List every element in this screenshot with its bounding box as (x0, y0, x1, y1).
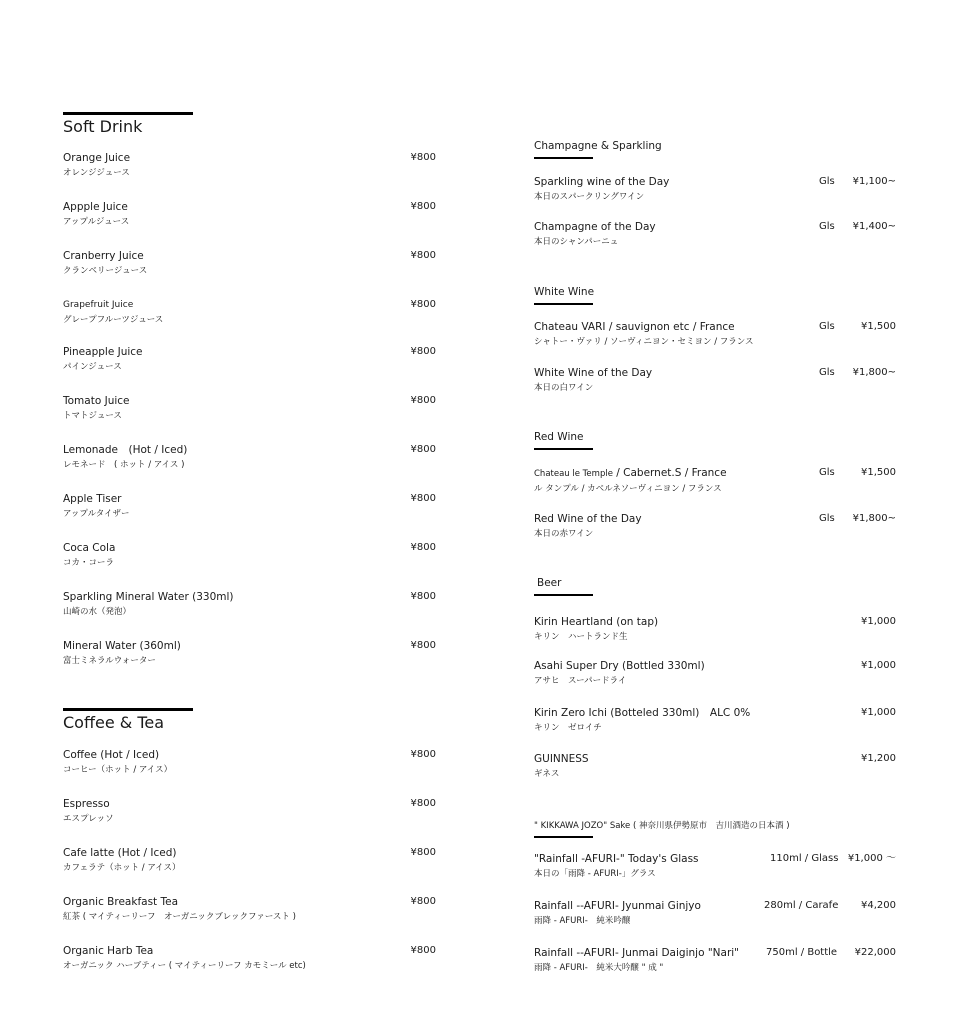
item-serving: 750ml / Bottle (766, 947, 838, 958)
item-name: Cafe latte (Hot / Iced) (63, 847, 177, 859)
item-price: ¥1,000 (861, 616, 896, 627)
item-price: ¥800 (410, 749, 436, 760)
menu-item (63, 200, 436, 229)
item-price: ¥1,500 (861, 467, 896, 478)
item-name: Cranberry Juice (63, 250, 144, 262)
item-name: Espresso (63, 798, 110, 810)
item-price: ¥1,000 (861, 707, 896, 718)
item-name-jp: アップルジュース (63, 217, 130, 227)
item-name: Champagne of the Day (534, 221, 656, 233)
menu-item (63, 492, 436, 521)
item-name: Kirin Heartland (on tap) (534, 616, 659, 628)
item-name: Organic Breakfast Tea (63, 896, 179, 908)
category-rule (534, 594, 593, 596)
item-price: ¥800 (410, 201, 436, 212)
category-title-white-wine: White Wine (534, 286, 595, 298)
menu-item (63, 151, 436, 180)
item-serving: Gls (819, 367, 835, 378)
item-price: ¥1,000 (861, 660, 896, 671)
item-name: Pineapple Juice (63, 346, 143, 358)
item-price: ¥800 (410, 444, 436, 455)
item-name-jp: クランベリージュース (63, 266, 148, 276)
item-name-jp: 富士ミネラルウォーター (63, 656, 156, 666)
item-name-jp: パインジュース (63, 362, 122, 372)
item-name-jp: エスプレッソ (63, 814, 114, 824)
category-rule (534, 157, 593, 159)
item-name: Grapefruit Juice (63, 300, 134, 310)
menu-item (534, 659, 896, 688)
menu-item (63, 748, 436, 777)
item-name: Rainfall --AFURI- Junmai Daiginjo "Nari" (534, 947, 740, 959)
item-name: Red Wine of the Day (534, 513, 642, 525)
menu-item (63, 394, 436, 423)
category-title-beer: Beer (537, 577, 562, 589)
category-title-red-wine: Red Wine (534, 431, 584, 443)
item-name: Rainfall --AFURI- Jyunmai Ginjyo (534, 900, 701, 912)
item-name: Mineral Water (360ml) (63, 640, 181, 652)
item-price: ¥800 (410, 493, 436, 504)
menu-item (63, 345, 436, 374)
item-name: Apple Tiser (63, 493, 122, 505)
menu-item (534, 466, 896, 496)
item-name-jp: シャトー・ヴァリ / ソーヴィニヨン・セミヨン / フランス (534, 337, 754, 347)
item-name-jp: ギネス (534, 769, 560, 779)
menu-item (63, 298, 436, 327)
item-serving: Gls (819, 467, 835, 478)
item-serving: Gls (819, 176, 835, 187)
item-name-jp: 本日の赤ワイン (534, 529, 594, 539)
item-price: ¥1,400~ (852, 221, 896, 232)
menu-item (534, 899, 896, 928)
item-name: Chateau VARI / sauvignon etc / France (534, 321, 735, 333)
item-price: ¥800 (410, 395, 436, 406)
item-name: Orange Juice (63, 152, 131, 164)
menu-item (63, 895, 436, 924)
item-name-jp: 本日の「雨降 - AFURI-」グラス (534, 869, 656, 879)
item-name-jp: ル タンプル / カベルネソーヴィニヨン / フランス (534, 484, 722, 494)
menu-item (534, 852, 896, 881)
category-rule (534, 836, 593, 838)
item-name: Appple Juice (63, 201, 128, 213)
item-name-jp: カフェラテ（ホット / アイス） (63, 863, 181, 873)
category-title-champagne: Champagne & Sparkling (534, 140, 662, 152)
item-name: Sparkling Mineral Water (330ml) (63, 591, 234, 603)
item-price: ¥800 (410, 945, 436, 956)
item-serving: 110ml / Glass (770, 853, 839, 864)
item-price: ¥800 (410, 591, 436, 602)
item-name-jp: 山崎の水（発泡） (63, 607, 132, 617)
menu-item (534, 752, 896, 781)
item-name-jp: オレンジジュース (63, 168, 130, 178)
menu-item (63, 590, 436, 619)
item-name-rest: / Cabernet.S / France (612, 467, 727, 479)
menu-item (534, 220, 896, 249)
item-price: ¥1,800~ (852, 367, 896, 378)
menu-item (534, 706, 896, 735)
item-serving: Gls (819, 321, 835, 332)
category-title-sake: " KIKKAWA JOZO" Sake ( 神奈川県伊勢原市 吉川酒造の日本酒 ) (534, 821, 790, 831)
item-name (534, 466, 896, 481)
item-price: ¥1,000 〜 (847, 853, 896, 864)
category-rule (534, 303, 593, 305)
menu-item (63, 639, 436, 668)
item-name-jp: グレープフルーツジュース (63, 315, 164, 325)
item-name: Asahi Super Dry (Bottled 330ml) (534, 660, 705, 672)
menu-item (534, 366, 896, 395)
item-name: White Wine of the Day (534, 367, 653, 379)
item-price: ¥800 (410, 847, 436, 858)
menu-item (63, 443, 436, 472)
item-name: GUINNESS (534, 753, 589, 765)
item-name-jp: 本日のシャンパーニュ (534, 237, 619, 247)
menu-item (63, 249, 436, 278)
menu-item (534, 946, 896, 975)
item-price: ¥800 (410, 542, 436, 553)
item-name-jp: キリン ゼロイチ (534, 723, 602, 733)
item-price: ¥4,200 (861, 900, 896, 911)
item-price: ¥800 (410, 896, 436, 907)
item-name-jp: 本日の白ワイン (534, 383, 594, 393)
item-name-chateau: Chateau le Temple (534, 469, 613, 479)
section-rule (63, 708, 193, 711)
item-name-jp: 本日のスパークリングワイン (534, 192, 645, 202)
item-name-jp: オーガニック ハーブティー ( マイティーリーフ カモミール etc) (63, 961, 306, 971)
item-price: ¥800 (410, 346, 436, 357)
item-price: ¥1,100~ (852, 176, 896, 187)
item-name-jp: 雨降 - AFURI- 純米吟醸 (534, 916, 631, 926)
item-price: ¥1,800~ (852, 513, 896, 524)
item-name-jp: コーヒー（ホット / アイス） (63, 765, 173, 775)
item-name: Sparkling wine of the Day (534, 176, 670, 188)
item-name-jp: コカ・コーラ (63, 558, 115, 568)
item-price: ¥1,200 (861, 753, 896, 764)
item-name-jp: 紅茶 ( マイティーリーフ オーガニックブレックファースト ) (63, 912, 296, 922)
menu-item (63, 944, 436, 973)
item-name: Coca Cola (63, 542, 116, 554)
menu-item (534, 615, 896, 644)
item-name: Organic Harb Tea (63, 945, 154, 957)
item-name-jp: キリン ハートランド生 (534, 632, 628, 642)
section-rule (63, 112, 193, 115)
section-title-soft-drink: Soft Drink (63, 117, 143, 136)
item-name: "Rainfall -AFURI-" Today's Glass (534, 853, 699, 865)
item-price: ¥22,000 (854, 947, 896, 958)
menu-item (534, 175, 896, 204)
menu-item (63, 541, 436, 570)
item-price: ¥800 (410, 152, 436, 163)
item-name-jp: アサヒ スーパードライ (534, 676, 627, 686)
item-price: ¥800 (410, 250, 436, 261)
menu-item (534, 320, 896, 349)
item-price: ¥800 (410, 299, 436, 310)
item-serving: 280ml / Carafe (764, 900, 839, 911)
menu-item (63, 846, 436, 875)
item-name: Lemonade (Hot / Iced) (63, 444, 188, 456)
item-serving: Gls (819, 513, 835, 524)
item-serving: Gls (819, 221, 835, 232)
item-name: Tomato Juice (63, 395, 130, 407)
menu-item (534, 512, 896, 541)
category-rule (534, 448, 593, 450)
item-price: ¥800 (410, 798, 436, 809)
item-name-jp: トマトジュース (63, 411, 122, 421)
item-price: ¥800 (410, 640, 436, 651)
item-name-jp: レモネード ( ホット / アイス ) (63, 460, 185, 470)
menu-item (63, 797, 436, 826)
item-name: Coffee (Hot / Iced) (63, 749, 160, 761)
item-name: Kirin Zero Ichi (Botteled 330ml) ALC 0% (534, 707, 751, 719)
item-name-jp: 雨降 - AFURI- 純米大吟醸 " 成 " (534, 963, 664, 973)
section-title-coffee-tea: Coffee & Tea (63, 713, 165, 732)
item-price: ¥1,500 (861, 321, 896, 332)
item-name-jp: アップルタイザー (63, 509, 130, 519)
